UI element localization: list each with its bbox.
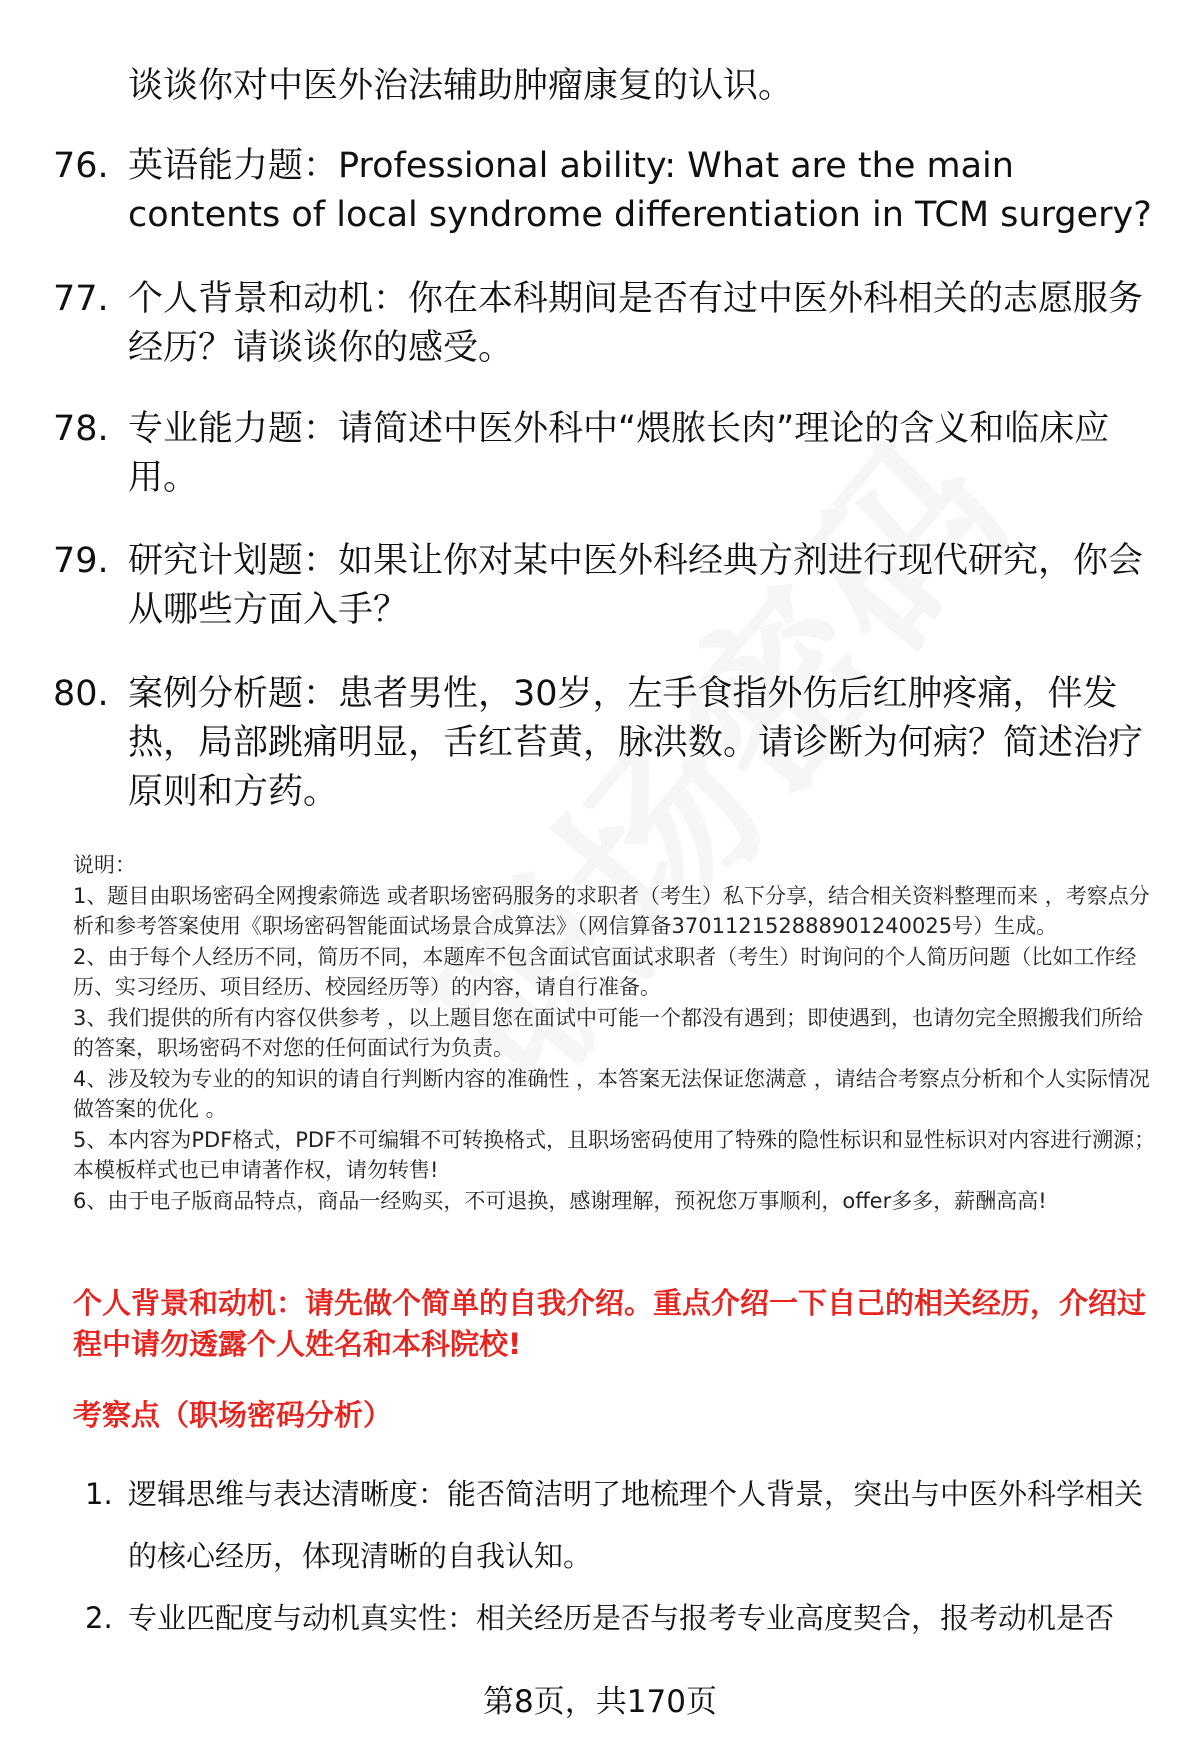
note-item: 2、由于每个人经历不同，简历不同，本题库不包含面试官面试求职者（考生）时询问的个人简历问题（比如工作经历、实习经历、项目经历、校园经历等）的内容，请自行准备。	[73, 944, 1137, 999]
notes-title: 说明：	[73, 853, 136, 877]
question-text: 案例分析题：患者男性，30岁，左手食指外伤后红肿疼痛，伴发热，局部跳痛明显，舌红苔黄，脉洪数。请诊断为何病？简述治疗原则和方药。	[128, 674, 1144, 812]
note-item: 6、由于电子版商品特点，商品一经购买，不可退换，感谢理解，预祝您万事顺利，offer多多，薪酬高高!	[73, 1188, 1047, 1213]
note-item: 5、本内容为PDF格式，PDF不可编辑不可转换格式，且职场密码使用了特殊的隐性标识和显性标识对内容进行溯源；本模板样式也已申请著作权，请勿转售!	[73, 1127, 1156, 1182]
question-76	[53, 142, 1163, 240]
question-text: 谈谈你对中医外治法辅助肿瘤康复的认识。	[128, 66, 794, 106]
question-number: 77.	[53, 279, 109, 319]
question-number: 76.	[53, 146, 109, 186]
question-text: 英语能力题：Professional ability: What are the main contents of local syndrome differentiation in TCM surgery?	[128, 146, 1152, 235]
note-item: 3、我们提供的所有内容仅供参考 ，以上题目您在面试中可能一个都没有遇到；即使遇到，也请勿完全照搬我们所给的答案，职场密码不对您的任何面试行为负责。	[73, 1005, 1144, 1060]
question-text: 研究计划题：如果让你对某中医外科经典方剂进行现代研究，你会从哪些方面入手？	[128, 541, 1144, 630]
point-number: 2.	[85, 1601, 113, 1635]
analysis-point	[85, 1463, 1155, 1587]
question-80	[53, 670, 1163, 817]
question-number: 79.	[53, 541, 109, 581]
question-number: 80.	[53, 674, 109, 714]
highlight-question: 个人背景和动机：请先做个简单的自我介绍。重点介绍一下自己的相关经历，介绍过程中请勿透露个人姓名和本科院校!	[73, 1286, 1147, 1361]
question-77	[53, 275, 1163, 373]
question-79	[53, 537, 1163, 635]
question-78	[53, 405, 1163, 503]
notes-section	[73, 850, 1163, 1216]
analysis-title: 考察点（职场密码分析）	[73, 1398, 393, 1432]
question-text: 专业能力题：请简述中医外科中“煨脓长肉”理论的含义和临床应用。	[128, 409, 1110, 498]
question-75-continuation	[53, 62, 1163, 111]
note-item: 4、涉及较为专业的的知识的请自行判断内容的准确性 ，本答案无法保证您满意 ，请结合考察点分析和个人实际情况做答案的优化 。	[73, 1066, 1150, 1121]
point-number: 1.	[85, 1477, 113, 1511]
question-text: 个人背景和动机：你在本科期间是否有过中医外科相关的志愿服务经历？请谈谈你的感受。	[128, 279, 1144, 368]
point-text: 专业匹配度与动机真实性：相关经历是否与报考专业高度契合，报考动机是否	[128, 1601, 1115, 1635]
point-text: 逻辑思维与表达清晰度：能否简洁明了地梳理个人背景，突出与中医外科学相关的核心经历，体现清晰的自我认知。	[128, 1477, 1144, 1573]
question-number: 78.	[53, 409, 109, 449]
analysis-point	[85, 1587, 1155, 1649]
page-footer: 第8页，共170页	[483, 1684, 717, 1720]
note-item: 1、题目由职场密码全网搜索筛选 或者职场密码服务的求职者（考生）私下分享，结合相关资料整理而来 ，考察点分析和参考答案使用《职场密码智能面试场景合成算法》（网信算备370112152888901240025号）生成。	[73, 883, 1150, 938]
